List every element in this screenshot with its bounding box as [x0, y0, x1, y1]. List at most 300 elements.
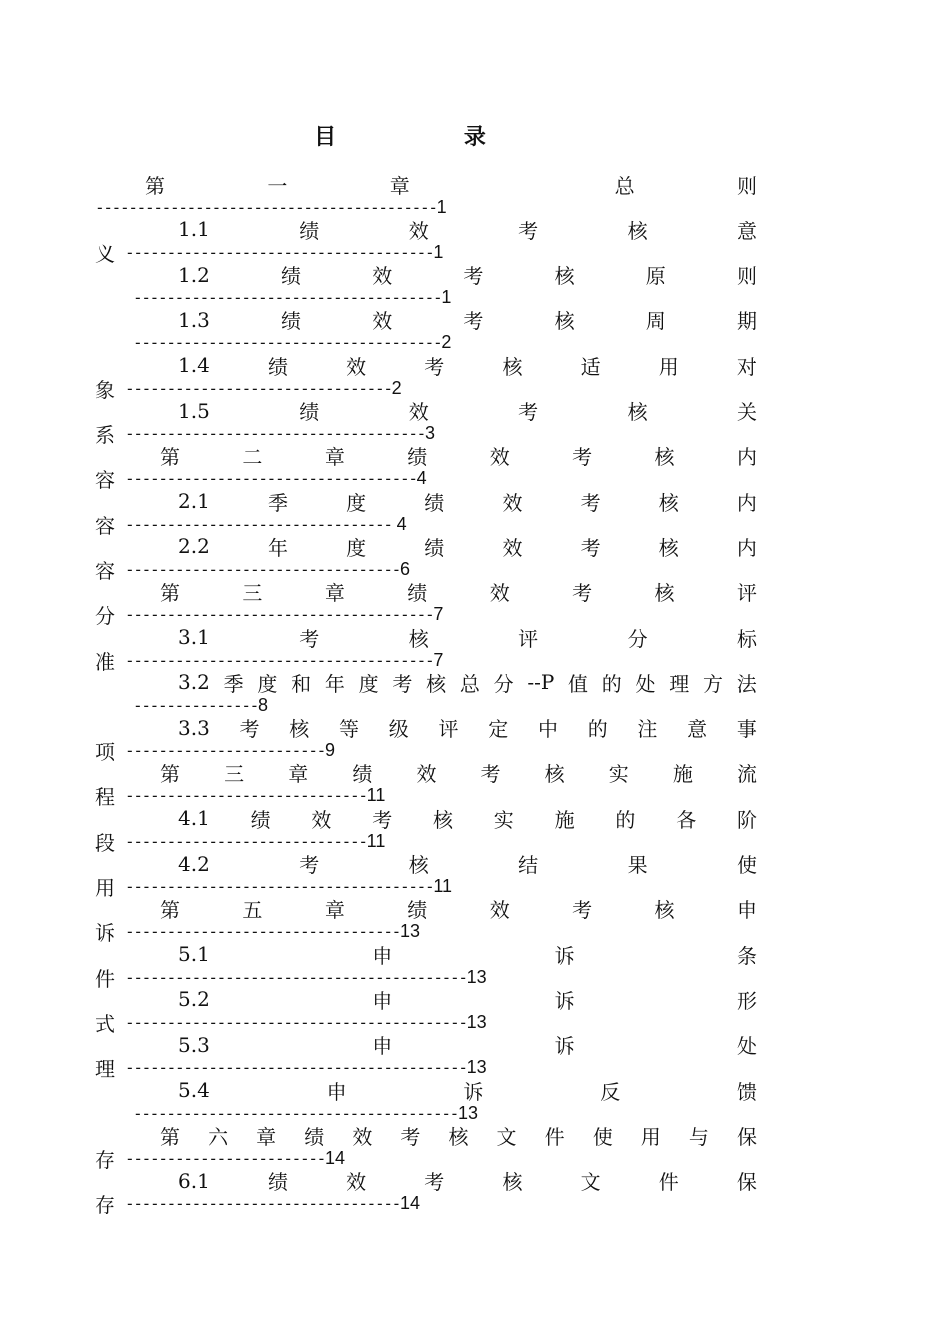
toc-heading-part: 法 [736, 671, 757, 696]
toc-heading-part: 阶 [736, 807, 757, 832]
toc-entry-heading [178, 716, 757, 740]
toc-entry-leader [95, 829, 385, 853]
toc-heading-part: 1.3 [178, 307, 210, 332]
toc-heading-part: 申 [736, 898, 757, 923]
toc-heading-part: 第 [160, 898, 180, 923]
toc-heading-part: 申 [326, 1079, 347, 1104]
toc-heading-part: 内 [736, 535, 757, 560]
page-number: 14 [399, 1193, 421, 1214]
page-number: 2 [441, 332, 452, 353]
page-number: 13 [466, 1057, 487, 1078]
toc-entry[interactable] [0, 625, 950, 674]
toc-entry-heading [178, 806, 757, 830]
toc-heading-part: 核 [627, 218, 648, 243]
toc-heading-part: 4.1 [178, 806, 210, 831]
dot-leader: --------------------------------- [125, 922, 400, 942]
toc-heading-part: 值 [568, 671, 589, 696]
dot-leader: ----------------------------- [125, 786, 367, 806]
dot-leader: ------------------------------------- [133, 333, 442, 353]
toc-heading-part: 核 [554, 309, 575, 334]
toc-heading-part: 实 [608, 762, 629, 787]
dot-leader: ----------------------------------- [125, 469, 417, 489]
toc-heading-part: 对 [736, 354, 757, 379]
dot-leader: ------------------------------------- [125, 242, 434, 262]
toc-heading-part: 绩 [424, 535, 445, 560]
toc-heading-part: 季 [267, 490, 288, 515]
toc-entry-heading [160, 1123, 757, 1147]
toc-heading-part: 2.2 [178, 534, 210, 559]
toc-heading-part: 诉 [463, 1079, 484, 1104]
toc-entry-heading [160, 897, 757, 921]
toc-heading-tail: 用 [95, 876, 115, 900]
toc-heading-tail: 系 [95, 423, 115, 447]
page-number: 13 [399, 921, 421, 942]
toc-heading-part: 考 [463, 264, 484, 289]
page-title: 目 录 [314, 124, 546, 150]
toc-heading-tail: 理 [95, 1057, 115, 1082]
toc-heading-part: 内 [736, 490, 757, 515]
toc-heading-part: 核 [627, 400, 648, 424]
toc-heading-part: 3.1 [178, 625, 210, 649]
page-number: 13 [466, 1011, 487, 1032]
toc-heading-part: 考 [392, 671, 413, 696]
toc-entry-leader [95, 1056, 487, 1080]
page-number: 8 [258, 694, 269, 715]
toc-heading-part: 总 [614, 173, 635, 198]
toc-heading-part: 考 [572, 898, 593, 923]
dot-leader: ------------------------------------- [125, 650, 434, 670]
toc-heading-part: 施 [554, 807, 575, 832]
toc-entry[interactable] [0, 172, 950, 218]
toc-heading-part: 流 [736, 762, 757, 787]
toc-entry[interactable] [0, 1078, 950, 1124]
toc-heading-part: 5.2 [178, 987, 210, 1012]
toc-entry-heading [178, 1033, 757, 1057]
dot-leader: --------------------------------------- [133, 1103, 458, 1123]
page-number: 11 [366, 785, 386, 806]
toc-heading-part: 五 [242, 898, 263, 923]
toc-heading-part: 分 [627, 626, 648, 651]
toc-heading-part: 核 [554, 264, 575, 289]
toc-heading-part: 效 [408, 400, 429, 424]
toc-heading-part: 考 [424, 354, 445, 379]
toc-heading-part: 分 [493, 671, 514, 696]
toc-entry-leader [95, 784, 385, 808]
toc-heading-part: 绩 [267, 354, 288, 379]
toc-entry-heading [178, 353, 757, 377]
toc-heading-part: 3.2 [178, 670, 210, 695]
toc-entry[interactable] [0, 852, 950, 898]
toc-entry-leader [133, 331, 451, 355]
toc-entry-leader [95, 1192, 420, 1216]
toc-heading-part: 章 [324, 445, 345, 470]
toc-heading-tail: 诉 [95, 921, 115, 946]
toc-heading-part: 效 [346, 354, 367, 379]
dot-leader: ------------------------------------- [125, 605, 434, 625]
toc-heading-part: 考 [580, 490, 601, 515]
toc-heading-part: 中 [537, 717, 558, 742]
toc-heading-part: 第 [160, 762, 180, 787]
page-number: 13 [466, 966, 487, 987]
toc-heading-part: 2.1 [178, 489, 210, 514]
toc-heading-tail: 存 [95, 1193, 115, 1218]
toc-heading-part: 第 [160, 445, 180, 470]
toc-heading-part: 内 [736, 445, 757, 470]
toc-entry[interactable] [0, 761, 950, 810]
dot-leader: ------------------------------------ [125, 424, 425, 443]
toc-heading-part: 5.1 [178, 942, 210, 967]
toc-heading-part: 馈 [737, 1079, 757, 1104]
toc-entry-heading [160, 580, 757, 604]
toc-heading-part: 诉 [554, 1034, 575, 1059]
toc-entry[interactable] [0, 1168, 950, 1218]
toc-heading-part: 考 [400, 1124, 421, 1149]
toc-heading-part: 核 [408, 853, 429, 877]
toc-heading-part: 处 [635, 671, 656, 696]
toc-entry-heading [178, 217, 757, 241]
toc-heading-tail: 段 [95, 830, 115, 855]
toc-heading-part: 事 [736, 717, 757, 742]
page-number: 6 [399, 558, 410, 579]
dot-leader: ------------------------ [125, 1148, 325, 1168]
toc-heading-part: 件 [544, 1124, 565, 1149]
toc-heading-tail: 分 [95, 604, 115, 629]
toc-entry[interactable] [0, 715, 950, 765]
toc-heading-part: 核 [426, 671, 447, 696]
toc-heading-tail: 容 [95, 558, 115, 583]
toc-entry-leader [95, 195, 447, 219]
toc-heading-part: 定 [488, 717, 509, 742]
toc-heading-part: 绩 [267, 1170, 288, 1195]
toc-entry[interactable] [0, 806, 950, 855]
toc-heading-part: 效 [372, 264, 393, 289]
toc-heading-tail: 件 [95, 966, 115, 991]
toc-heading-part: 的 [615, 807, 636, 832]
page-number: 7 [433, 649, 444, 670]
dot-leader: -------------------------------- [125, 378, 392, 398]
toc-heading-part: 等 [339, 717, 360, 742]
toc-entry[interactable] [0, 353, 950, 402]
toc-heading-part: 考 [572, 581, 593, 606]
dot-leader: ------------------------------------- [133, 288, 442, 308]
toc-heading-part: 二 [242, 445, 263, 470]
toc-heading-part: 绩 [407, 445, 428, 470]
toc-heading-part: 4.2 [178, 851, 210, 876]
toc-heading-part: 考 [372, 807, 393, 832]
page-number: 1 [441, 287, 452, 308]
toc-heading-part: 周 [645, 309, 666, 334]
dot-leader: ----------------------------------------- [125, 1058, 467, 1078]
toc-entry[interactable] [0, 534, 950, 583]
toc-entry-heading [178, 489, 757, 513]
toc-heading-part: 季 [223, 671, 244, 696]
toc-entry[interactable] [0, 897, 950, 946]
toc-heading-part: 方 [703, 671, 724, 696]
toc-entry-leader [95, 467, 427, 491]
toc-heading-tail: 容 [95, 513, 115, 538]
toc-entry-heading [160, 761, 757, 785]
dot-leader: --------------------------------- [125, 1194, 400, 1214]
toc-heading-part: 考 [299, 853, 320, 877]
toc-heading-part: 诉 [554, 943, 575, 968]
dot-leader: ----------------------------------------- [95, 197, 437, 217]
toc-heading-part: 保 [736, 1124, 757, 1149]
toc-heading-part: 度 [257, 671, 278, 696]
toc-heading-part: 申 [372, 988, 393, 1013]
toc-heading-tail: 存 [95, 1147, 115, 1172]
toc-heading-part: 年 [267, 535, 288, 560]
toc-heading-part: 和 [291, 671, 312, 696]
toc-heading-part: 核 [502, 354, 523, 379]
toc-heading-part: 三 [224, 762, 245, 787]
toc-heading-part: 考 [424, 1170, 445, 1195]
toc-heading-part: 结 [518, 853, 539, 877]
toc-heading-part: 形 [736, 988, 757, 1013]
dot-leader: -------------------------------- [125, 514, 392, 534]
toc-heading-part: 核 [658, 490, 679, 515]
toc-heading-part: 件 [658, 1170, 679, 1195]
toc-entry-leader [95, 1146, 345, 1170]
toc-heading-part: 关 [737, 400, 757, 424]
toc-heading-part: 标 [737, 626, 757, 651]
toc-heading-part: 第 [160, 581, 180, 606]
toc-heading-part: 核 [408, 626, 429, 651]
toc-heading-part: 效 [311, 807, 332, 832]
toc-heading-part: 绩 [304, 1124, 325, 1149]
toc-entry[interactable] [0, 670, 950, 716]
toc-heading-part: 级 [388, 717, 409, 742]
toc-heading-part: 考 [572, 445, 593, 470]
toc-heading-part: 5.3 [178, 1032, 210, 1057]
toc-entry-leader [95, 965, 487, 989]
toc-entry[interactable] [0, 942, 950, 991]
toc-heading-part: 评 [438, 717, 459, 742]
toc-entry[interactable] [0, 1123, 950, 1172]
toc-heading-part: 用 [658, 354, 679, 379]
dot-leader: ----------------------------- [125, 831, 367, 851]
toc-heading-part: 适 [580, 354, 601, 379]
toc-heading-part: 六 [208, 1124, 229, 1149]
toc-heading-part: 评 [736, 581, 757, 606]
toc-heading-part: 注 [637, 717, 658, 742]
toc-entry-heading [178, 308, 757, 332]
toc-heading-part: 效 [416, 762, 437, 787]
toc-heading-part: 章 [324, 581, 345, 606]
toc-heading-part: 6.1 [178, 1168, 210, 1193]
toc-heading-part: 条 [736, 943, 757, 968]
toc-heading-part: 1.1 [178, 217, 210, 242]
toc-entry-heading [178, 852, 757, 876]
toc-entry-leader [95, 1010, 487, 1034]
toc-entry-heading [178, 1169, 757, 1193]
toc-heading-part: 绩 [407, 898, 428, 923]
toc-entry-heading [178, 534, 757, 558]
toc-heading-part: 申 [372, 943, 393, 968]
toc-entry[interactable] [0, 217, 950, 266]
page-number: 2 [391, 377, 402, 398]
toc-heading-part: 效 [489, 445, 510, 470]
toc-heading-tail: 义 [95, 241, 115, 266]
dot-leader: --------------- [133, 695, 258, 715]
toc-entry[interactable] [0, 987, 950, 1036]
toc-heading-part: 章 [256, 1124, 277, 1149]
toc-entry-heading [178, 670, 757, 694]
toc-heading-part: 考 [518, 400, 539, 424]
toc-entry[interactable] [0, 489, 950, 538]
toc-heading-tail: 程 [95, 785, 115, 810]
page-number: 11 [433, 876, 453, 896]
toc-heading-part: 绩 [250, 807, 271, 832]
toc-heading-part: 期 [736, 309, 757, 334]
page-number: 1 [436, 196, 447, 217]
toc-heading-part: 效 [408, 218, 429, 243]
toc-heading-part: 效 [346, 1170, 367, 1195]
page-number: 4 [416, 468, 427, 489]
toc-heading-part: 核 [658, 535, 679, 560]
toc-heading-part: 评 [518, 626, 539, 651]
toc-entry[interactable] [0, 308, 950, 354]
toc-heading-part: 诉 [554, 988, 575, 1013]
toc-heading-part: 效 [352, 1124, 373, 1149]
toc-heading-part: 考 [463, 309, 484, 334]
toc-heading-part: 年 [324, 671, 345, 696]
toc-heading-part: 1.4 [178, 353, 210, 378]
toc-heading-part: 绩 [299, 218, 320, 243]
toc-heading-part: 考 [580, 535, 601, 560]
toc-heading-tail: 容 [95, 468, 115, 493]
toc-heading-part: 度 [346, 535, 367, 560]
toc-heading-part: 第 [160, 1124, 180, 1149]
toc-heading-part: 文 [496, 1124, 517, 1149]
toc-heading-part: 绩 [281, 264, 301, 289]
toc-entry-heading [178, 1078, 757, 1102]
toc-heading-part: 使 [592, 1124, 613, 1149]
toc-heading-part: 效 [372, 309, 393, 334]
toc-heading-part: 则 [736, 264, 757, 289]
toc-heading-part: 核 [654, 445, 675, 470]
toc-heading-part: 效 [502, 535, 523, 560]
toc-heading-part: 则 [736, 173, 757, 198]
dot-leader: ------------------------ [125, 741, 325, 761]
toc-heading-part: 的 [601, 671, 622, 696]
toc-heading-part: 绩 [407, 581, 428, 606]
toc-heading-part: 效 [502, 490, 523, 515]
toc-heading-part: 总 [459, 671, 480, 696]
toc-heading-part: 处 [736, 1034, 757, 1059]
dot-leader: --------------------------------- [125, 559, 400, 579]
toc-heading-part: --P [527, 670, 555, 695]
toc-heading-part: 核 [289, 717, 310, 742]
toc-heading-part: 用 [640, 1124, 661, 1149]
toc-heading-part: 反 [600, 1079, 621, 1104]
toc-heading-part: 核 [654, 581, 675, 606]
toc-heading-tail: 准 [95, 649, 115, 674]
toc-heading-part: 1.2 [178, 262, 210, 287]
toc-heading-part: 1.5 [178, 398, 210, 423]
toc-heading-part: 核 [433, 807, 453, 832]
toc-heading-part: 果 [627, 853, 648, 877]
toc-entry-heading [145, 172, 757, 196]
toc-heading-part: 保 [736, 1170, 757, 1195]
toc-heading-part: 考 [480, 762, 501, 787]
page-number: 3 [424, 423, 435, 443]
toc-heading-part: 核 [654, 898, 675, 923]
toc-heading-part: 文 [580, 1170, 601, 1195]
toc-heading-part: 章 [324, 898, 345, 923]
page-number: 11 [366, 830, 386, 851]
toc-heading-part: 章 [288, 762, 309, 787]
dot-leader: ----------------------------------------- [125, 1012, 467, 1032]
page-number: 4 [391, 513, 407, 534]
toc-entry[interactable] [0, 580, 950, 629]
toc-heading-part: 效 [489, 581, 510, 606]
toc-entry-heading [178, 625, 757, 649]
toc-heading-part: 绩 [281, 309, 301, 334]
toc-entry[interactable] [0, 444, 950, 493]
page-number: 7 [433, 604, 444, 625]
toc-heading-part: 申 [372, 1034, 393, 1059]
toc-heading-part: 考 [239, 717, 260, 742]
toc-heading-part: 三 [242, 581, 263, 606]
toc-entry-leader [95, 376, 402, 400]
toc-entry-leader [95, 875, 452, 899]
page-number: 13 [457, 1102, 479, 1123]
page-number: 1 [433, 241, 444, 262]
toc-heading-part: 绩 [424, 490, 445, 515]
toc-heading-tail: 式 [95, 1011, 115, 1036]
toc-heading-part: 理 [669, 671, 690, 696]
toc-heading-part: 效 [489, 898, 510, 923]
toc-heading-part: 一 [267, 173, 288, 198]
toc-heading-part: 第 [145, 173, 165, 198]
toc-entry-heading [160, 444, 757, 468]
toc-heading-part: 意 [737, 218, 757, 243]
toc-heading-part: 使 [737, 853, 757, 877]
toc-heading-part: 核 [448, 1124, 469, 1149]
toc-entry[interactable] [0, 1032, 950, 1082]
toc-heading-part: 度 [346, 490, 367, 515]
toc-heading-part: 核 [502, 1170, 523, 1195]
dot-leader: ----------------------------------------- [125, 967, 467, 987]
page-number: 9 [325, 740, 336, 761]
toc-heading-part: 绩 [352, 762, 373, 787]
toc-entry[interactable] [0, 263, 950, 309]
toc-heading-tail: 象 [95, 377, 115, 402]
toc-heading-part: 实 [493, 807, 514, 832]
dot-leader: ------------------------------------- [125, 877, 434, 896]
toc-entry[interactable] [0, 399, 950, 445]
toc-heading-part: 考 [518, 218, 539, 243]
toc-heading-part: 各 [676, 807, 697, 832]
toc-heading-part: 考 [299, 626, 320, 651]
toc-heading-part: 的 [587, 717, 608, 742]
toc-heading-part: 度 [358, 671, 379, 696]
toc-heading-part: 意 [687, 717, 708, 742]
toc-entry-leader [95, 422, 435, 446]
toc-heading-part: 绩 [299, 400, 320, 424]
toc-entry-heading [178, 987, 757, 1011]
toc-entry-heading [178, 263, 757, 287]
toc-heading-part: 核 [544, 762, 565, 787]
toc-heading-part: 5.4 [178, 1078, 210, 1102]
toc-heading-tail: 项 [95, 740, 115, 765]
toc-heading-part: 与 [688, 1124, 709, 1149]
toc-entry-leader [95, 603, 443, 627]
toc-heading-part: 3.3 [178, 715, 210, 740]
toc-heading-part: 原 [645, 264, 666, 289]
toc-heading-part: 施 [672, 762, 693, 787]
toc-entry-heading [178, 942, 757, 966]
